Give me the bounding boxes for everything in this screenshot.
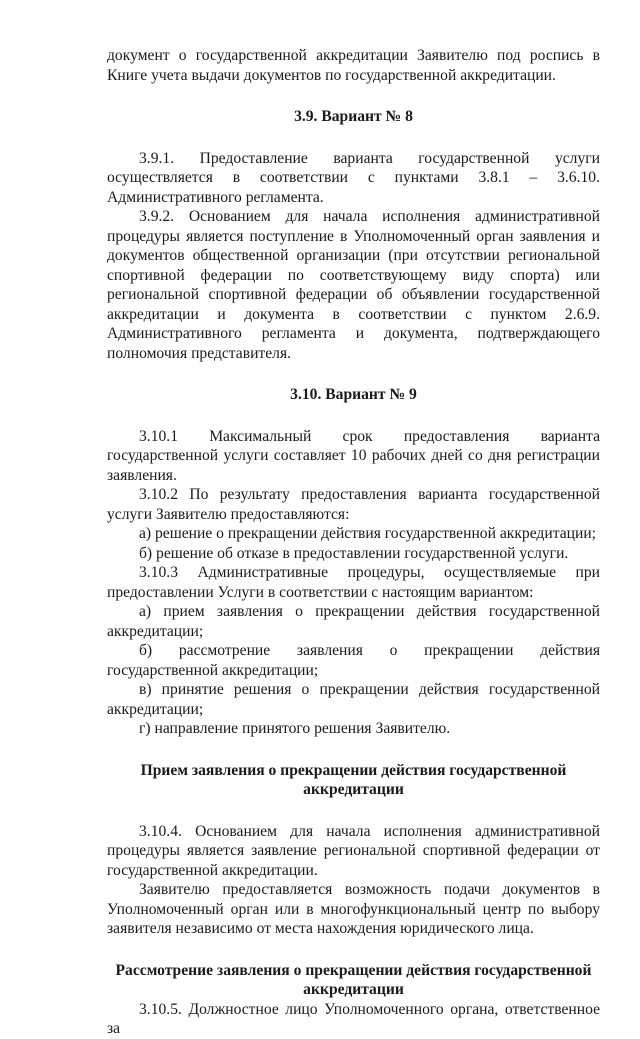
intro-paragraph: документ о государственной аккредитации Заявителю под роспись в Книге учета выдачи документов по государственной аккредитации. [107, 47, 600, 84]
reception-heading-line1: Прием заявления о прекращении действия государственной [140, 761, 567, 779]
paragraph-3-10-5: 3.10.5. Должностное лицо Уполномоченного органа, ответственное за [107, 1000, 600, 1037]
review-heading [107, 961, 600, 1000]
list-item-3-10-3-d: г) направление принятого решения Заявителю. [139, 720, 451, 737]
reception-heading [107, 761, 600, 800]
paragraph-3-10-4: 3.10.4. Основанием для начала исполнения административной процедуры является заявление региональной спортивной федерации от государственной аккредитации. [107, 822, 600, 879]
paragraph-3-10-2: 3.10.2 По результату предоставления варианта государственной услуги Заявителю предоставляются: [107, 486, 600, 523]
list-item-3-10-2-a: а) решение о прекращении действия государственной аккредитации; [139, 525, 596, 542]
list-item-3-10-3-a: а) прием заявления о прекращении действия государственной аккредитации; [107, 603, 600, 640]
review-heading-line2: аккредитации [303, 981, 404, 998]
paragraph-3-9-1: 3.9.1. Предоставление варианта государственной услуги осуществляется в соответствии с пунктами 3.8.1 – 3.6.10. Административного регламента. [107, 149, 600, 206]
review-heading-line1: Рассмотрение заявления о прекращении действия государственной [115, 961, 592, 979]
section-3-10-heading: 3.10. Вариант № 9 [290, 386, 417, 403]
paragraph-3-10-3: 3.10.3 Административные процедуры, осуществляемые при предоставлении Услуги в соответствии с настоящим вариантом: [107, 564, 600, 601]
paragraph-applicant-submission: Заявителю предоставляется возможность подачи документов в Уполномоченный орган или в многофункциональный центр по выбору заявителя независимо от места нахождения юридического лица. [107, 881, 600, 937]
list-item-3-10-3-c: в) принятие решения о прекращении действия государственной аккредитации; [107, 681, 600, 718]
list-item-3-10-3-b: б) рассмотрение заявления о прекращении действия государственной аккредитации; [107, 642, 600, 679]
paragraph-3-10-1: 3.10.1 Максимальный срок предоставления варианта государственной услуги составляет 10 рабочих дней со дня регистрации заявления. [107, 427, 600, 484]
list-item-3-10-2-b: б) решение об отказе в предоставлении государственной услуги. [139, 544, 569, 562]
paragraph-3-9-2: 3.9.2. Основанием для начала исполнения административной процедуры является поступление в Уполномоченный орган заявления и документов общественной организации (при отсутствии региональной спортивной федерации по соответствующему виду спорта) или региональной спортивной федерации об объявлении государственной аккредитации и документа в соответствии с пунктом 2.6.9. Административного регламента и документа, подтверждающего полномочия представителя. [107, 208, 600, 362]
section-3-9-heading: 3.9. Вариант № 8 [294, 108, 413, 125]
reception-heading-line2: аккредитации [303, 781, 404, 798]
